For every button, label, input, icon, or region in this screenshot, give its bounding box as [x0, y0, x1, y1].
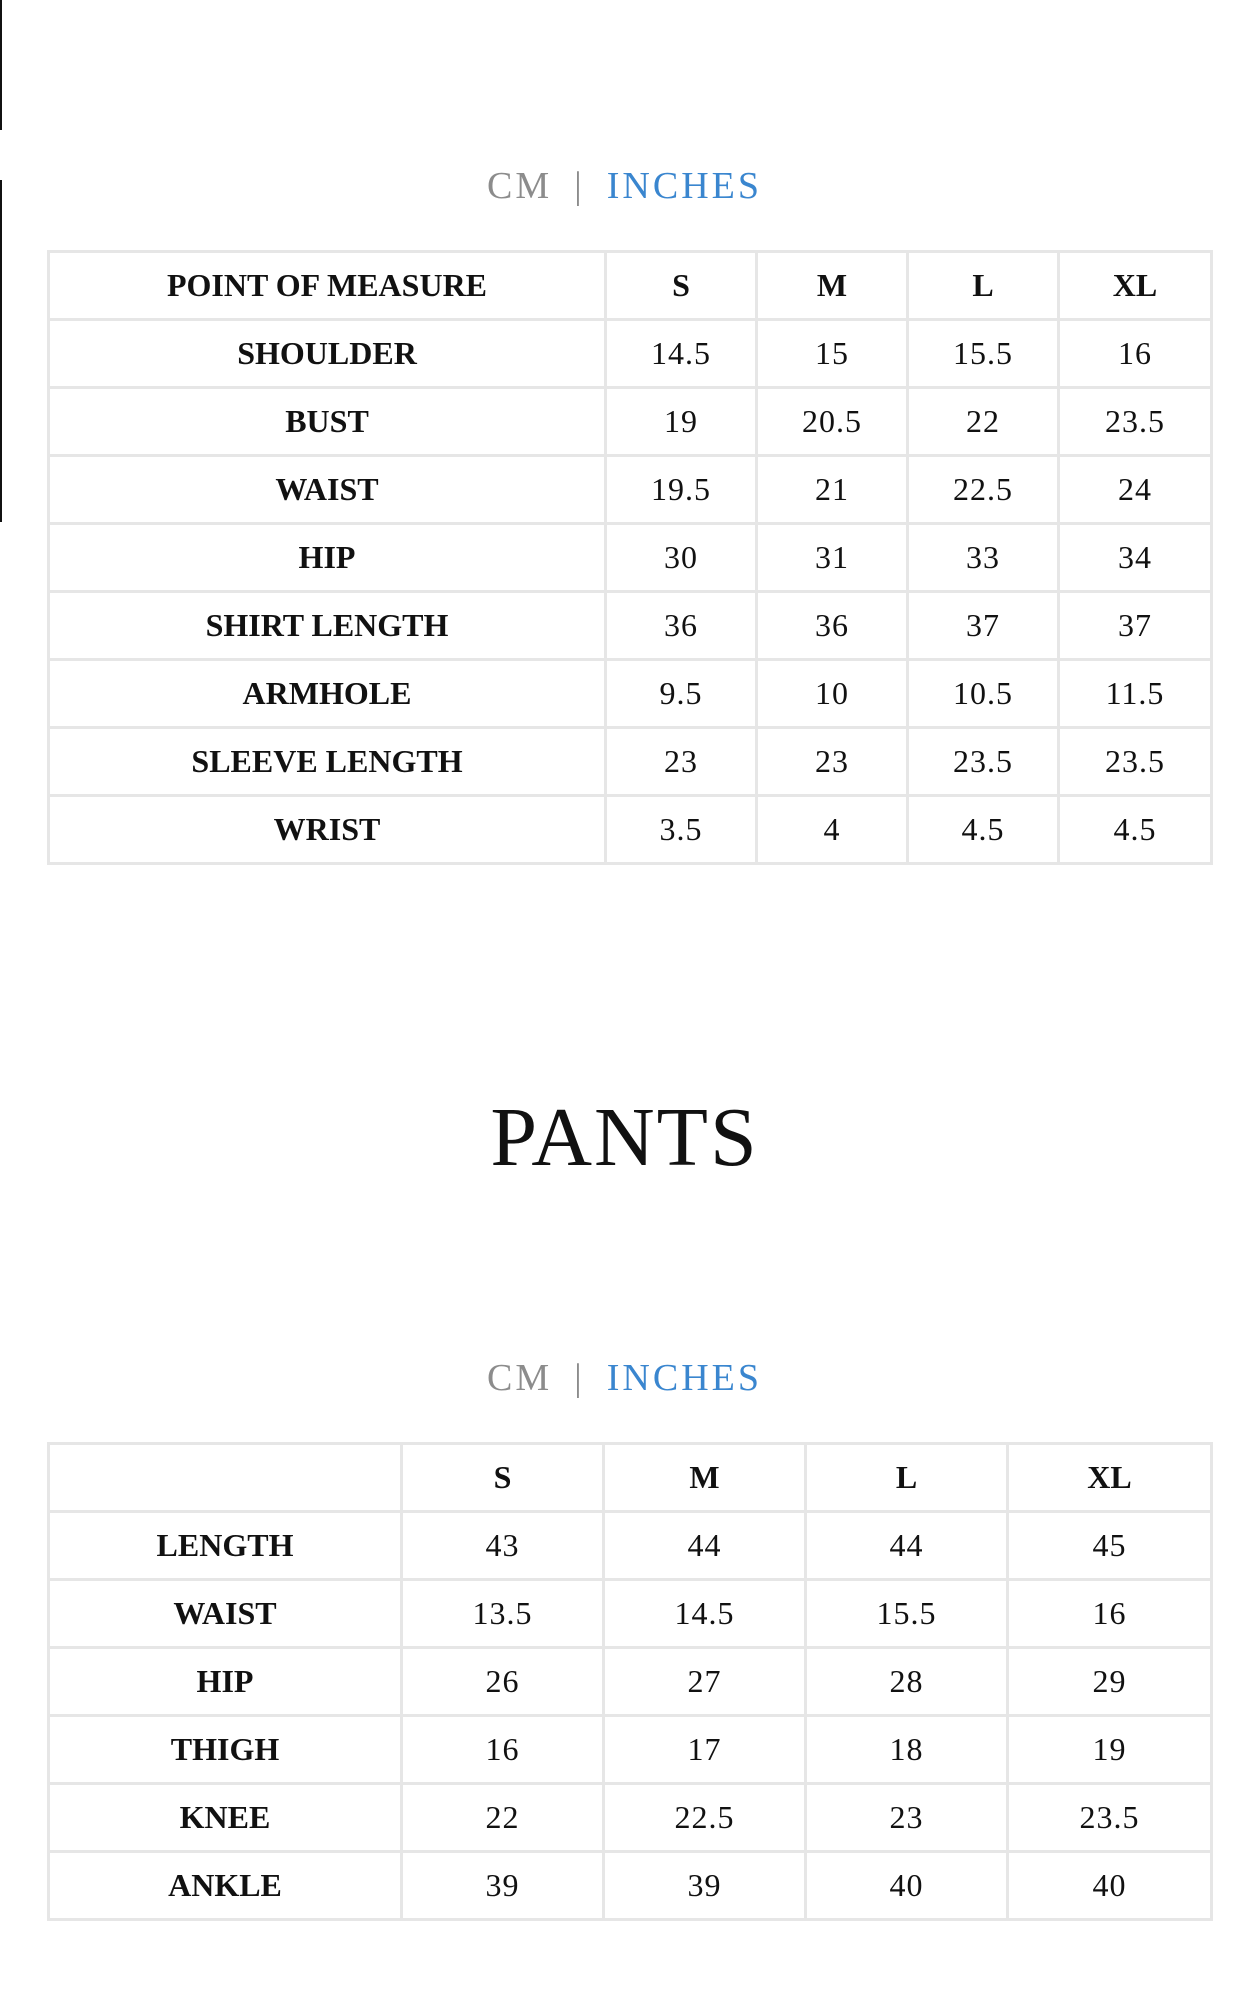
pants-section-title: PANTS [490, 1091, 759, 1184]
header-cell-l: L [908, 252, 1059, 320]
size-value-cell: 19 [606, 388, 757, 456]
header-cell-m: M [757, 252, 908, 320]
size-value-cell: 37 [908, 592, 1059, 660]
row-label: ARMHOLE [49, 660, 606, 728]
table-row [49, 592, 1212, 660]
row-label: SHIRT LENGTH [49, 592, 606, 660]
table-row [49, 524, 1212, 592]
header-cell-s: S [402, 1444, 604, 1512]
table-row [49, 1512, 1212, 1580]
size-value-cell: 26 [402, 1648, 604, 1716]
size-value-cell: 22 [402, 1784, 604, 1852]
header-cell-l: L [806, 1444, 1008, 1512]
table-row [49, 660, 1212, 728]
size-value-cell: 29 [1008, 1648, 1212, 1716]
size-value-cell: 19 [1008, 1716, 1212, 1784]
size-value-cell: 11.5 [1059, 660, 1212, 728]
size-value-cell: 23.5 [1008, 1784, 1212, 1852]
size-value-cell: 28 [806, 1648, 1008, 1716]
table-header-row [49, 252, 1212, 320]
size-value-cell: 40 [1008, 1852, 1212, 1920]
size-value-cell: 23 [606, 728, 757, 796]
top-size-table [47, 250, 1213, 865]
header-cell-empty [49, 1444, 402, 1512]
header-cell-xl: XL [1008, 1444, 1212, 1512]
size-value-cell: 27 [604, 1648, 806, 1716]
table-row [49, 456, 1212, 524]
size-value-cell: 37 [1059, 592, 1212, 660]
table-row [49, 1784, 1212, 1852]
unit-cm-link[interactable]: CM [487, 165, 553, 207]
pants-size-table [47, 1442, 1213, 1921]
size-value-cell: 22.5 [908, 456, 1059, 524]
unit-separator: | [574, 165, 585, 207]
table-row [49, 320, 1212, 388]
size-value-cell: 4 [757, 796, 908, 864]
size-value-cell: 4.5 [908, 796, 1059, 864]
left-edge-bar-top [0, 0, 2, 130]
size-value-cell: 9.5 [606, 660, 757, 728]
size-value-cell: 23.5 [1059, 388, 1212, 456]
size-value-cell: 36 [757, 592, 908, 660]
row-label: HIP [49, 1648, 402, 1716]
size-value-cell: 3.5 [606, 796, 757, 864]
row-label: SHOULDER [49, 320, 606, 388]
unit-toggle-top [0, 162, 1249, 210]
row-label: WRIST [49, 796, 606, 864]
size-value-cell: 14.5 [604, 1580, 806, 1648]
size-value-cell: 10 [757, 660, 908, 728]
size-value-cell: 16 [402, 1716, 604, 1784]
size-value-cell: 44 [806, 1512, 1008, 1580]
size-value-cell: 15.5 [806, 1580, 1008, 1648]
size-value-cell: 18 [806, 1716, 1008, 1784]
table-row [49, 1852, 1212, 1920]
unit-separator: | [574, 1357, 585, 1399]
row-label: SLEEVE LENGTH [49, 728, 606, 796]
size-value-cell: 23 [757, 728, 908, 796]
size-value-cell: 44 [604, 1512, 806, 1580]
unit-inches-link[interactable]: INCHES [606, 165, 762, 207]
size-value-cell: 39 [604, 1852, 806, 1920]
unit-toggle-pants [0, 1354, 1249, 1402]
table-row [49, 1648, 1212, 1716]
row-label: WAIST [49, 456, 606, 524]
size-value-cell: 4.5 [1059, 796, 1212, 864]
table-row [49, 388, 1212, 456]
row-label: HIP [49, 524, 606, 592]
size-value-cell: 43 [402, 1512, 604, 1580]
size-value-cell: 21 [757, 456, 908, 524]
header-cell-m: M [604, 1444, 806, 1512]
table-row [49, 728, 1212, 796]
table-row [49, 796, 1212, 864]
header-cell-xl: XL [1059, 252, 1212, 320]
size-value-cell: 22.5 [604, 1784, 806, 1852]
size-value-cell: 15 [757, 320, 908, 388]
unit-cm-link[interactable]: CM [487, 1357, 553, 1399]
row-label: BUST [49, 388, 606, 456]
header-cell-point-of-measure: POINT OF MEASURE [49, 252, 606, 320]
size-value-cell: 36 [606, 592, 757, 660]
row-label: KNEE [49, 1784, 402, 1852]
size-value-cell: 15.5 [908, 320, 1059, 388]
table-row [49, 1716, 1212, 1784]
size-value-cell: 39 [402, 1852, 604, 1920]
size-value-cell: 34 [1059, 524, 1212, 592]
size-value-cell: 14.5 [606, 320, 757, 388]
size-value-cell: 16 [1059, 320, 1212, 388]
size-value-cell: 10.5 [908, 660, 1059, 728]
table-row [49, 1580, 1212, 1648]
header-cell-s: S [606, 252, 757, 320]
size-value-cell: 13.5 [402, 1580, 604, 1648]
size-value-cell: 16 [1008, 1580, 1212, 1648]
size-value-cell: 23.5 [908, 728, 1059, 796]
size-value-cell: 31 [757, 524, 908, 592]
row-label: LENGTH [49, 1512, 402, 1580]
size-value-cell: 19.5 [606, 456, 757, 524]
size-value-cell: 45 [1008, 1512, 1212, 1580]
size-value-cell: 23.5 [1059, 728, 1212, 796]
size-value-cell: 30 [606, 524, 757, 592]
size-value-cell: 40 [806, 1852, 1008, 1920]
size-value-cell: 23 [806, 1784, 1008, 1852]
size-value-cell: 33 [908, 524, 1059, 592]
size-value-cell: 17 [604, 1716, 806, 1784]
row-label: WAIST [49, 1580, 402, 1648]
left-edge-bar-mid [0, 180, 2, 522]
size-value-cell: 20.5 [757, 388, 908, 456]
row-label: ANKLE [49, 1852, 402, 1920]
size-value-cell: 24 [1059, 456, 1212, 524]
row-label: THIGH [49, 1716, 402, 1784]
unit-inches-link[interactable]: INCHES [606, 1357, 762, 1399]
table-header-row [49, 1444, 1212, 1512]
size-value-cell: 22 [908, 388, 1059, 456]
